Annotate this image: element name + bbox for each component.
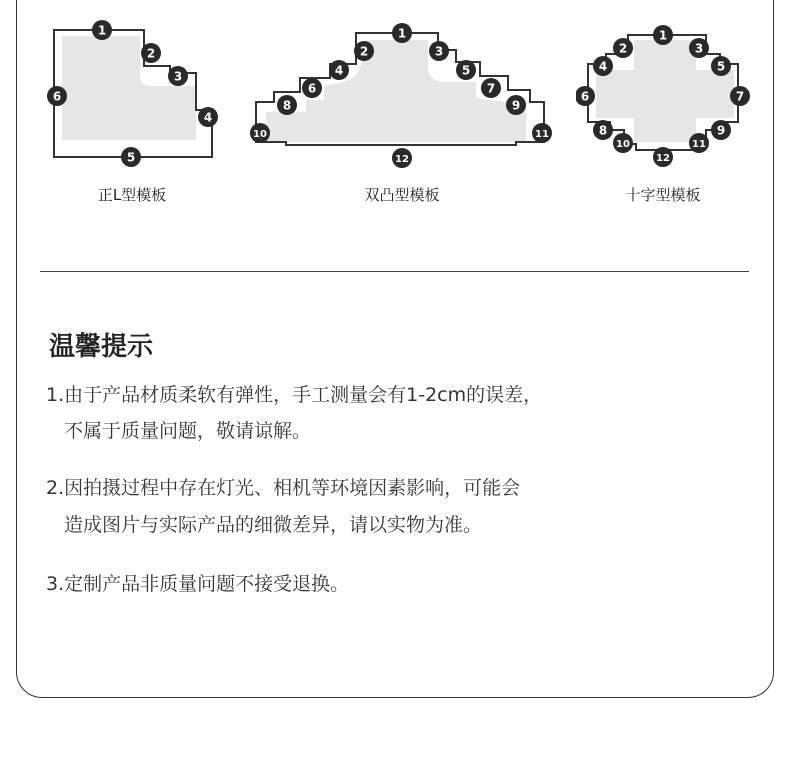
marker-8-label: 8 [598, 123, 608, 138]
marker-12-label: 12 [656, 153, 670, 164]
marker-11-label: 11 [535, 129, 549, 140]
marker-4-label: 4 [598, 59, 608, 74]
section-divider [40, 271, 749, 272]
marker-1-label: 1 [658, 28, 668, 43]
tip-1-line-1: 1.由于产品材质柔软有弹性，手工测量会有1-2cm的误差， [46, 384, 543, 406]
marker-1 [392, 23, 412, 43]
marker-5 [456, 60, 476, 80]
marker-12 [653, 147, 673, 167]
marker-5 [711, 56, 731, 76]
marker-2 [354, 41, 374, 61]
marker-6 [47, 86, 67, 106]
marker-5-label: 5 [461, 63, 471, 78]
marker-2 [141, 43, 161, 63]
marker-9 [506, 95, 526, 115]
marker-9-label: 9 [511, 98, 521, 113]
marker-2-label: 2 [359, 44, 369, 59]
marker-10-label: 10 [616, 139, 630, 150]
marker-6-label: 6 [580, 89, 590, 104]
l-shape-fill [62, 36, 196, 140]
marker-3-label: 3 [434, 44, 444, 59]
marker-11 [689, 133, 709, 153]
marker-1 [92, 20, 112, 40]
marker-8 [277, 95, 297, 115]
marker-7 [481, 78, 501, 98]
marker-1 [653, 25, 673, 45]
tip-2-line-2: 造成图片与实际产品的细微差异，请以实物为准。 [64, 514, 483, 536]
marker-3-label: 3 [173, 69, 183, 84]
marker-10-label: 10 [253, 129, 267, 140]
marker-9 [711, 120, 731, 140]
marker-9-label: 9 [716, 123, 726, 138]
cross-diagram [576, 0, 756, 175]
marker-11 [532, 123, 552, 143]
marker-6-label: 6 [307, 81, 317, 96]
marker-1-label: 1 [97, 23, 107, 38]
marker-4 [329, 60, 349, 80]
tips-title: 温馨提示 [49, 332, 154, 362]
marker-2-label: 2 [618, 41, 628, 56]
l-shape-caption: 正L型模板 [97, 186, 167, 204]
marker-3 [429, 41, 449, 61]
marker-5 [121, 147, 141, 167]
marker-11-label: 11 [692, 139, 706, 150]
cross-caption: 十字型模板 [625, 186, 701, 204]
marker-3 [689, 38, 709, 58]
marker-12 [392, 148, 412, 168]
marker-2 [613, 38, 633, 58]
double-convex-diagram [246, 0, 566, 175]
l-shape-diagram [44, 0, 234, 175]
tip-3-line-1: 3.定制产品非质量问题不接受退换。 [46, 573, 350, 595]
marker-3-label: 3 [694, 41, 704, 56]
tip-1-line-2: 不属于质量问题，敬请谅解。 [64, 420, 312, 442]
double-convex-caption: 双凸型模板 [364, 186, 440, 204]
marker-3 [168, 66, 188, 86]
marker-12-label: 12 [395, 154, 409, 165]
marker-6 [302, 78, 322, 98]
tip-2-line-1: 2.因拍摄过程中存在灯光、相机等环境因素影响，可能会 [46, 477, 521, 499]
marker-4-label: 4 [334, 63, 344, 78]
marker-1-label: 1 [397, 26, 407, 41]
marker-4 [593, 56, 613, 76]
marker-5-label: 5 [126, 150, 136, 165]
marker-8 [593, 120, 613, 140]
marker-10 [613, 133, 633, 153]
marker-5-label: 5 [716, 59, 726, 74]
marker-6-label: 6 [52, 89, 62, 104]
marker-6 [576, 86, 595, 106]
marker-10 [250, 123, 270, 143]
marker-7-label: 7 [735, 89, 745, 104]
marker-4 [198, 107, 218, 127]
marker-7-label: 7 [486, 81, 496, 96]
marker-8-label: 8 [282, 98, 292, 113]
marker-7 [730, 86, 750, 106]
marker-4-label: 4 [203, 110, 213, 125]
marker-2-label: 2 [146, 46, 156, 61]
